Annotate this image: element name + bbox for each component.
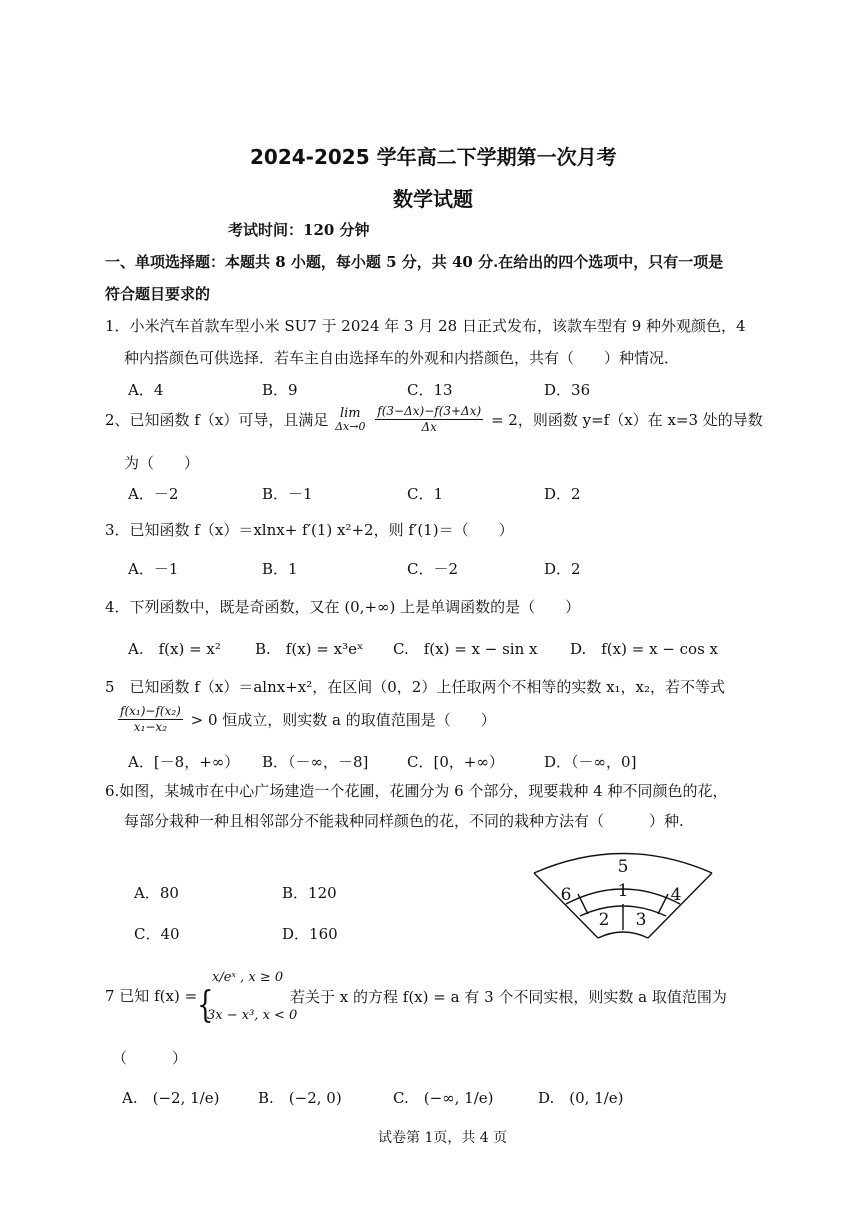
- q2-text-line2: 为（ ）: [124, 454, 200, 472]
- q5-post: > 0 恒成立，则实数 a 的取值范围是（ ）: [190, 711, 496, 729]
- q6-option-b[interactable]: B．120: [282, 884, 337, 902]
- q2-limit: [335, 407, 365, 433]
- q1-option-b[interactable]: B．9: [262, 381, 298, 399]
- q4-option-a[interactable]: A. f(x) = x²: [128, 640, 221, 658]
- q6-text-line1: 6.如图，某城市在中心广场建造一个花圃，花圃分为 6 个部分，现要栽种 4 种不同颜色的花，: [105, 782, 728, 800]
- q5-option-a[interactable]: A．[－8，+∞）: [128, 753, 240, 771]
- q3-option-d[interactable]: D．2: [544, 560, 581, 578]
- q2-option-a[interactable]: A．－2: [128, 485, 179, 503]
- q1-option-c[interactable]: C．13: [407, 381, 453, 399]
- right-edge: [648, 873, 712, 938]
- q2-lim-sub: Δx→0: [335, 419, 366, 433]
- inner-arc: [598, 932, 648, 938]
- region-label-6: 6: [560, 885, 572, 905]
- q2-lim: lim: [339, 405, 361, 421]
- q5-option-d[interactable]: D．（－∞，0]: [544, 753, 637, 771]
- q1-text-line1: 1．小米汽车首款车型小米 SU7 于 2024 年 3 月 28 日正式发布，该款车型有 9 种外观颜色，4: [105, 317, 746, 335]
- q4-option-c[interactable]: C. f(x) = x − sin x: [393, 640, 538, 658]
- q6-option-d[interactable]: D．160: [282, 925, 338, 943]
- q2-frac-num: f(3−Δx)−f(3+Δx): [377, 404, 482, 418]
- region-label-4: 4: [670, 885, 682, 905]
- q5-fraction: [118, 704, 183, 735]
- q7-option-a[interactable]: A. (−2, 1/e): [122, 1089, 220, 1107]
- q2-pre: 2、已知函数 f（x）可导，且满足: [105, 411, 329, 429]
- region-label-5: 5: [617, 857, 629, 877]
- q3-text: 3．已知函数 f（x）＝xlnx+ f′(1) x²+2，则 f′(1)＝（ ）: [105, 521, 514, 539]
- exam-time: 考试时间：120 分钟: [228, 221, 370, 239]
- page-footer: 试卷第 1页，共 4 页: [378, 1130, 508, 1146]
- q2-option-d[interactable]: D．2: [544, 485, 581, 503]
- q5-option-c[interactable]: C．[0，+∞）: [407, 753, 504, 771]
- q1-text-line2: 种内搭颜色可供选择．若车主自由选择车的外观和内搭颜色，共有（ ）种情况．: [124, 349, 680, 367]
- q3-option-c[interactable]: C．－2: [407, 560, 459, 578]
- q7-case2: 3x − x³, x < 0: [207, 1008, 298, 1023]
- q2-post: = 2，则函数 y=f（x）在 x=3 处的导数: [490, 411, 763, 429]
- q5-text-line1: 5 已知函数 f（x）＝alnx+x²，在区间（0，2）上任取两个不相等的实数 x₁，x₂，若不等式: [105, 678, 726, 696]
- q5-frac-num: f(x₁)−f(x₂): [120, 704, 181, 718]
- region-label-1: 1: [617, 881, 629, 901]
- q6-option-c[interactable]: C．40: [134, 925, 180, 943]
- region-label-3: 3: [635, 910, 647, 930]
- q7-text-line2: （ ）: [112, 1049, 188, 1067]
- q2-option-b[interactable]: B．－1: [262, 485, 313, 503]
- exam-title: 2024-2025 学年高二下学期第一次月考: [250, 145, 617, 169]
- exam-subtitle: 数学试题: [393, 187, 473, 211]
- q4-option-d[interactable]: D. f(x) = x − cos x: [570, 640, 719, 658]
- q7-option-c[interactable]: C. (−∞, 1/e): [393, 1089, 494, 1107]
- q3-option-a[interactable]: A．－1: [128, 560, 179, 578]
- region-label-2: 2: [598, 910, 610, 930]
- q1-option-a[interactable]: A．4: [128, 381, 164, 399]
- q7-brace: {: [197, 985, 214, 1027]
- q5-frac-den: x₁−x₂: [133, 720, 168, 734]
- q6-text-line2: 每部分栽种一种且相邻部分不能栽种同样颜色的花，不同的栽种方法有（ ）种.: [124, 812, 684, 830]
- q4-text: 4．下列函数中，既是奇函数，又在 (0,+∞) 上是单调函数的是（ ）: [105, 598, 581, 616]
- q2-option-c[interactable]: C．1: [407, 485, 444, 503]
- q2-text-line1: [105, 404, 763, 435]
- q1-option-d[interactable]: D．36: [544, 381, 591, 399]
- q7-post: 若关于 x 的方程 f(x) = a 有 3 个不同实根，则实数 a 取值范围为: [290, 988, 727, 1006]
- q5-option-b[interactable]: B．（－∞，－8]: [262, 753, 369, 771]
- q5-text-line2: [118, 704, 496, 735]
- q2-fraction: [375, 404, 483, 435]
- section-heading-line1: 一、单项选择题：本题共 8 小题，每小题 5 分，共 40 分.在给出的四个选项中，只有一项是: [105, 253, 724, 271]
- q4-option-b[interactable]: B. f(x) = x³eˣ: [255, 640, 364, 658]
- q7-case1: x/eˣ , x ≥ 0: [212, 970, 284, 985]
- q6-option-a[interactable]: A．80: [134, 884, 179, 902]
- q7-option-d[interactable]: D. (0, 1/e): [538, 1089, 624, 1107]
- flower-bed-figure: [528, 846, 718, 946]
- q7-option-b[interactable]: B. (−2, 0): [258, 1089, 342, 1107]
- left-edge: [534, 873, 598, 938]
- section-heading-line2: 符合题目要求的: [105, 285, 211, 303]
- q7-pre: 7 已知 f(x) =: [105, 987, 198, 1005]
- q2-frac-den: Δx: [421, 420, 437, 434]
- q3-option-b[interactable]: B．1: [262, 560, 298, 578]
